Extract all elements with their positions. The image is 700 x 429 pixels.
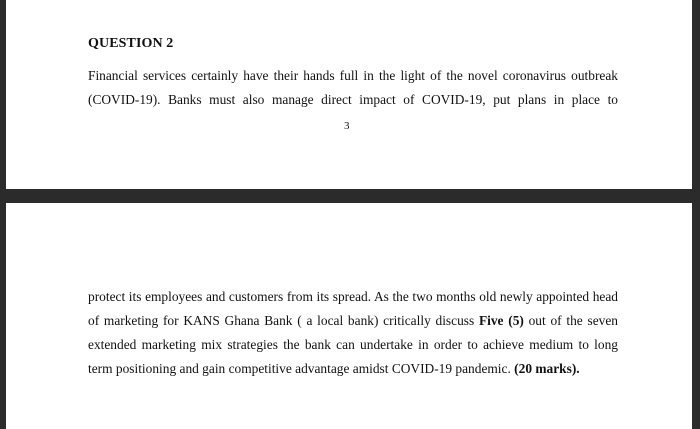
viewer-right-edge [692, 0, 700, 429]
document-page-3 [6, 0, 692, 189]
document-page-4 [6, 203, 692, 429]
page-separator [0, 189, 700, 203]
page-number: 3 [344, 120, 350, 132]
question-paragraph-page-4 [88, 285, 618, 381]
question-heading: QUESTION 2 [88, 36, 174, 51]
bold-marks: (20 marks). [514, 361, 580, 376]
question-paragraph-page-3: Financial services certainly have their hands full in the light of the novel coronavirus outbreak (COVID-19). Banks must also manage direct impact of COVID-19, put plans in place to [88, 68, 618, 107]
paragraph-text-part-1: protect its employees and customers from its spread. As the two months old newly appointed head of marketing for KANS Ghana Bank ( a local bank) critically discuss [88, 289, 618, 328]
bold-five: Five (5) [478, 313, 524, 328]
paragraph-text-part-2: out of the seven extended marketing mix strategies the bank can undertake in order to achieve medium to long term positioning and gain competitive advantage amidst COVID-19 pandemic. [88, 313, 618, 376]
